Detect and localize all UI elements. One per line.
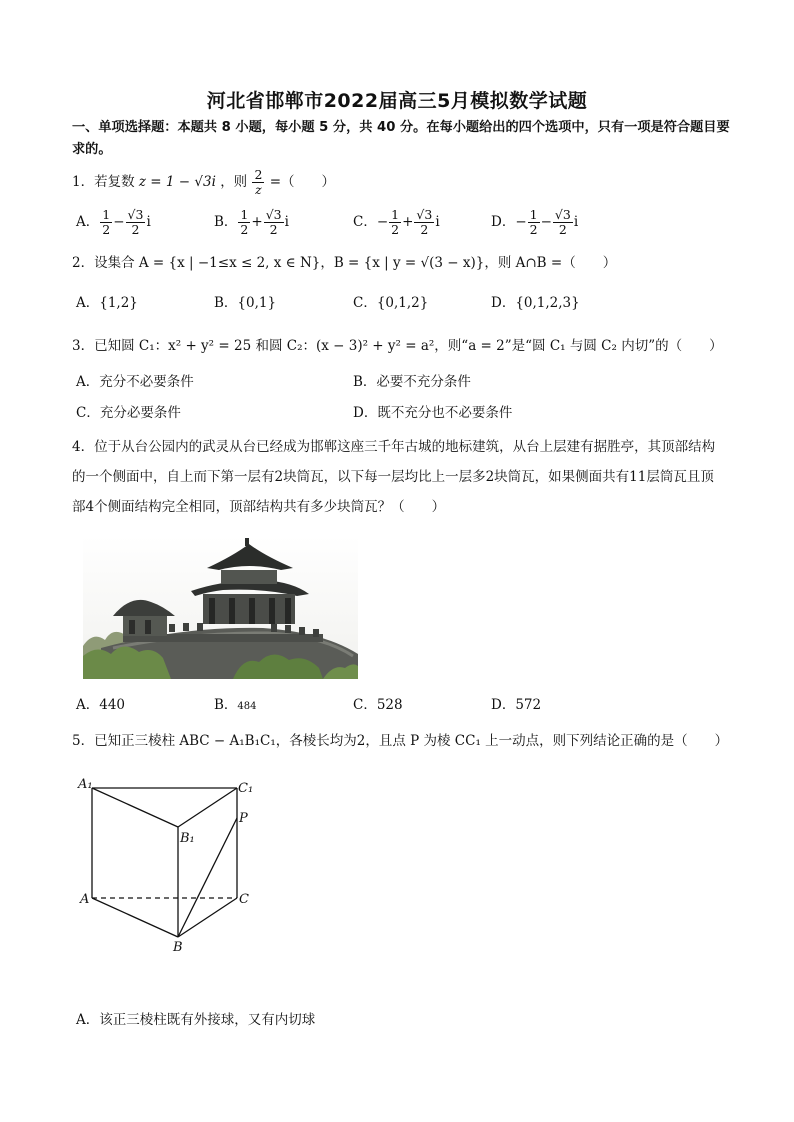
q4-option-b[interactable]: B．484 (214, 697, 257, 713)
q1-option-d[interactable]: D．− $\frac{1}{2}$ − $\frac{√3}{2}$ i (491, 207, 579, 237)
label-A: A (80, 892, 90, 907)
q3-option-a[interactable]: A．充分不必要条件 (76, 374, 194, 390)
q2-option-a[interactable]: A．{1,2} (76, 295, 138, 311)
label-P: P (239, 811, 248, 826)
q1-fraction: $\frac{2}{z}$ (254, 167, 263, 197)
exam-title: 河北省邯郸市2022届高三5月模拟数学试题 (206, 90, 588, 112)
label-C1: C₁ (238, 781, 254, 796)
pavilion-photo (83, 536, 358, 679)
q1-expr: z = 1 − √3i (138, 174, 216, 190)
q1-tail: =（ ） (269, 174, 336, 190)
label-B1: B₁ (180, 831, 195, 846)
q4-option-b-value: 484 (237, 701, 257, 712)
question-2: 2．设集合 A = {x | −1≤x ≤ 2, x ∈ N}，B = {x | y = √(3 − x)}，则 A∩B =（ ） (72, 255, 617, 271)
q2-option-c[interactable]: C．{0,1,2} (353, 295, 429, 311)
q3-option-d[interactable]: D．既不充分也不必要条件 (353, 405, 513, 421)
q2-option-b[interactable]: B．{0,1} (214, 295, 277, 311)
question-4: 4．位于从台公园内的武灵从台已经成为邯郸这座三千年古城的地标建筑，从台上层建有据胜亭，其顶部结构的一个侧面中，自上而下第一层有2块筒瓦，以下每一层均比上一层多2块筒瓦，如果侧面共有11层筒瓦且顶部4个侧面结构完全相同，顶部结构共有多少块筒瓦？（ ） (72, 439, 716, 515)
q1-option-a[interactable]: A． $\frac{1}{2}$ − $\frac{√3}{2}$ i (76, 207, 151, 237)
triangular-prism-figure (72, 770, 272, 960)
q5-option-a[interactable]: A．该正三棱柱既有外接球，又有内切球 (76, 1012, 316, 1028)
label-B: B (173, 940, 183, 955)
q4-option-d[interactable]: D．572 (491, 697, 542, 713)
q4-option-c[interactable]: C．528 (353, 697, 403, 713)
label-C: C (239, 892, 249, 907)
q3-option-b[interactable]: B．必要不充分条件 (353, 374, 471, 390)
q1-lead: 1．若复数 (72, 174, 135, 190)
q4-option-a[interactable]: A．440 (76, 697, 126, 713)
question-5: 5．已知正三棱柱 ABC − A₁B₁C₁，各棱长均为2，且点 P 为棱 CC₁ 上一动点，则下列结论正确的是（ ） (72, 733, 729, 749)
q1-mid: ，则 (220, 174, 248, 190)
section-heading: 一、单项选择题：本题共 8 小题，每小题 5 分，共 40 分。在每小题给出的四个选项中，只有一项是符合题目要求的。 (72, 120, 730, 157)
q1-option-c[interactable]: C．− $\frac{1}{2}$ + $\frac{√3}{2}$ i (353, 207, 440, 237)
q2-option-d[interactable]: D．{0,1,2,3} (491, 295, 580, 311)
question-3: 3．已知圆 C₁：x² + y² = 25 和圆 C₂：(x − 3)² + y² = a²，则“a = 2”是“圆 C₁ 与圆 C₂ 内切”的（ ） (72, 338, 723, 354)
q3-option-c[interactable]: C．充分必要条件 (76, 405, 181, 421)
q1-option-b[interactable]: B． $\frac{1}{2}$ + $\frac{√3}{2}$ i (214, 207, 289, 237)
question-1 (72, 168, 335, 197)
label-A1: A₁ (78, 777, 93, 792)
